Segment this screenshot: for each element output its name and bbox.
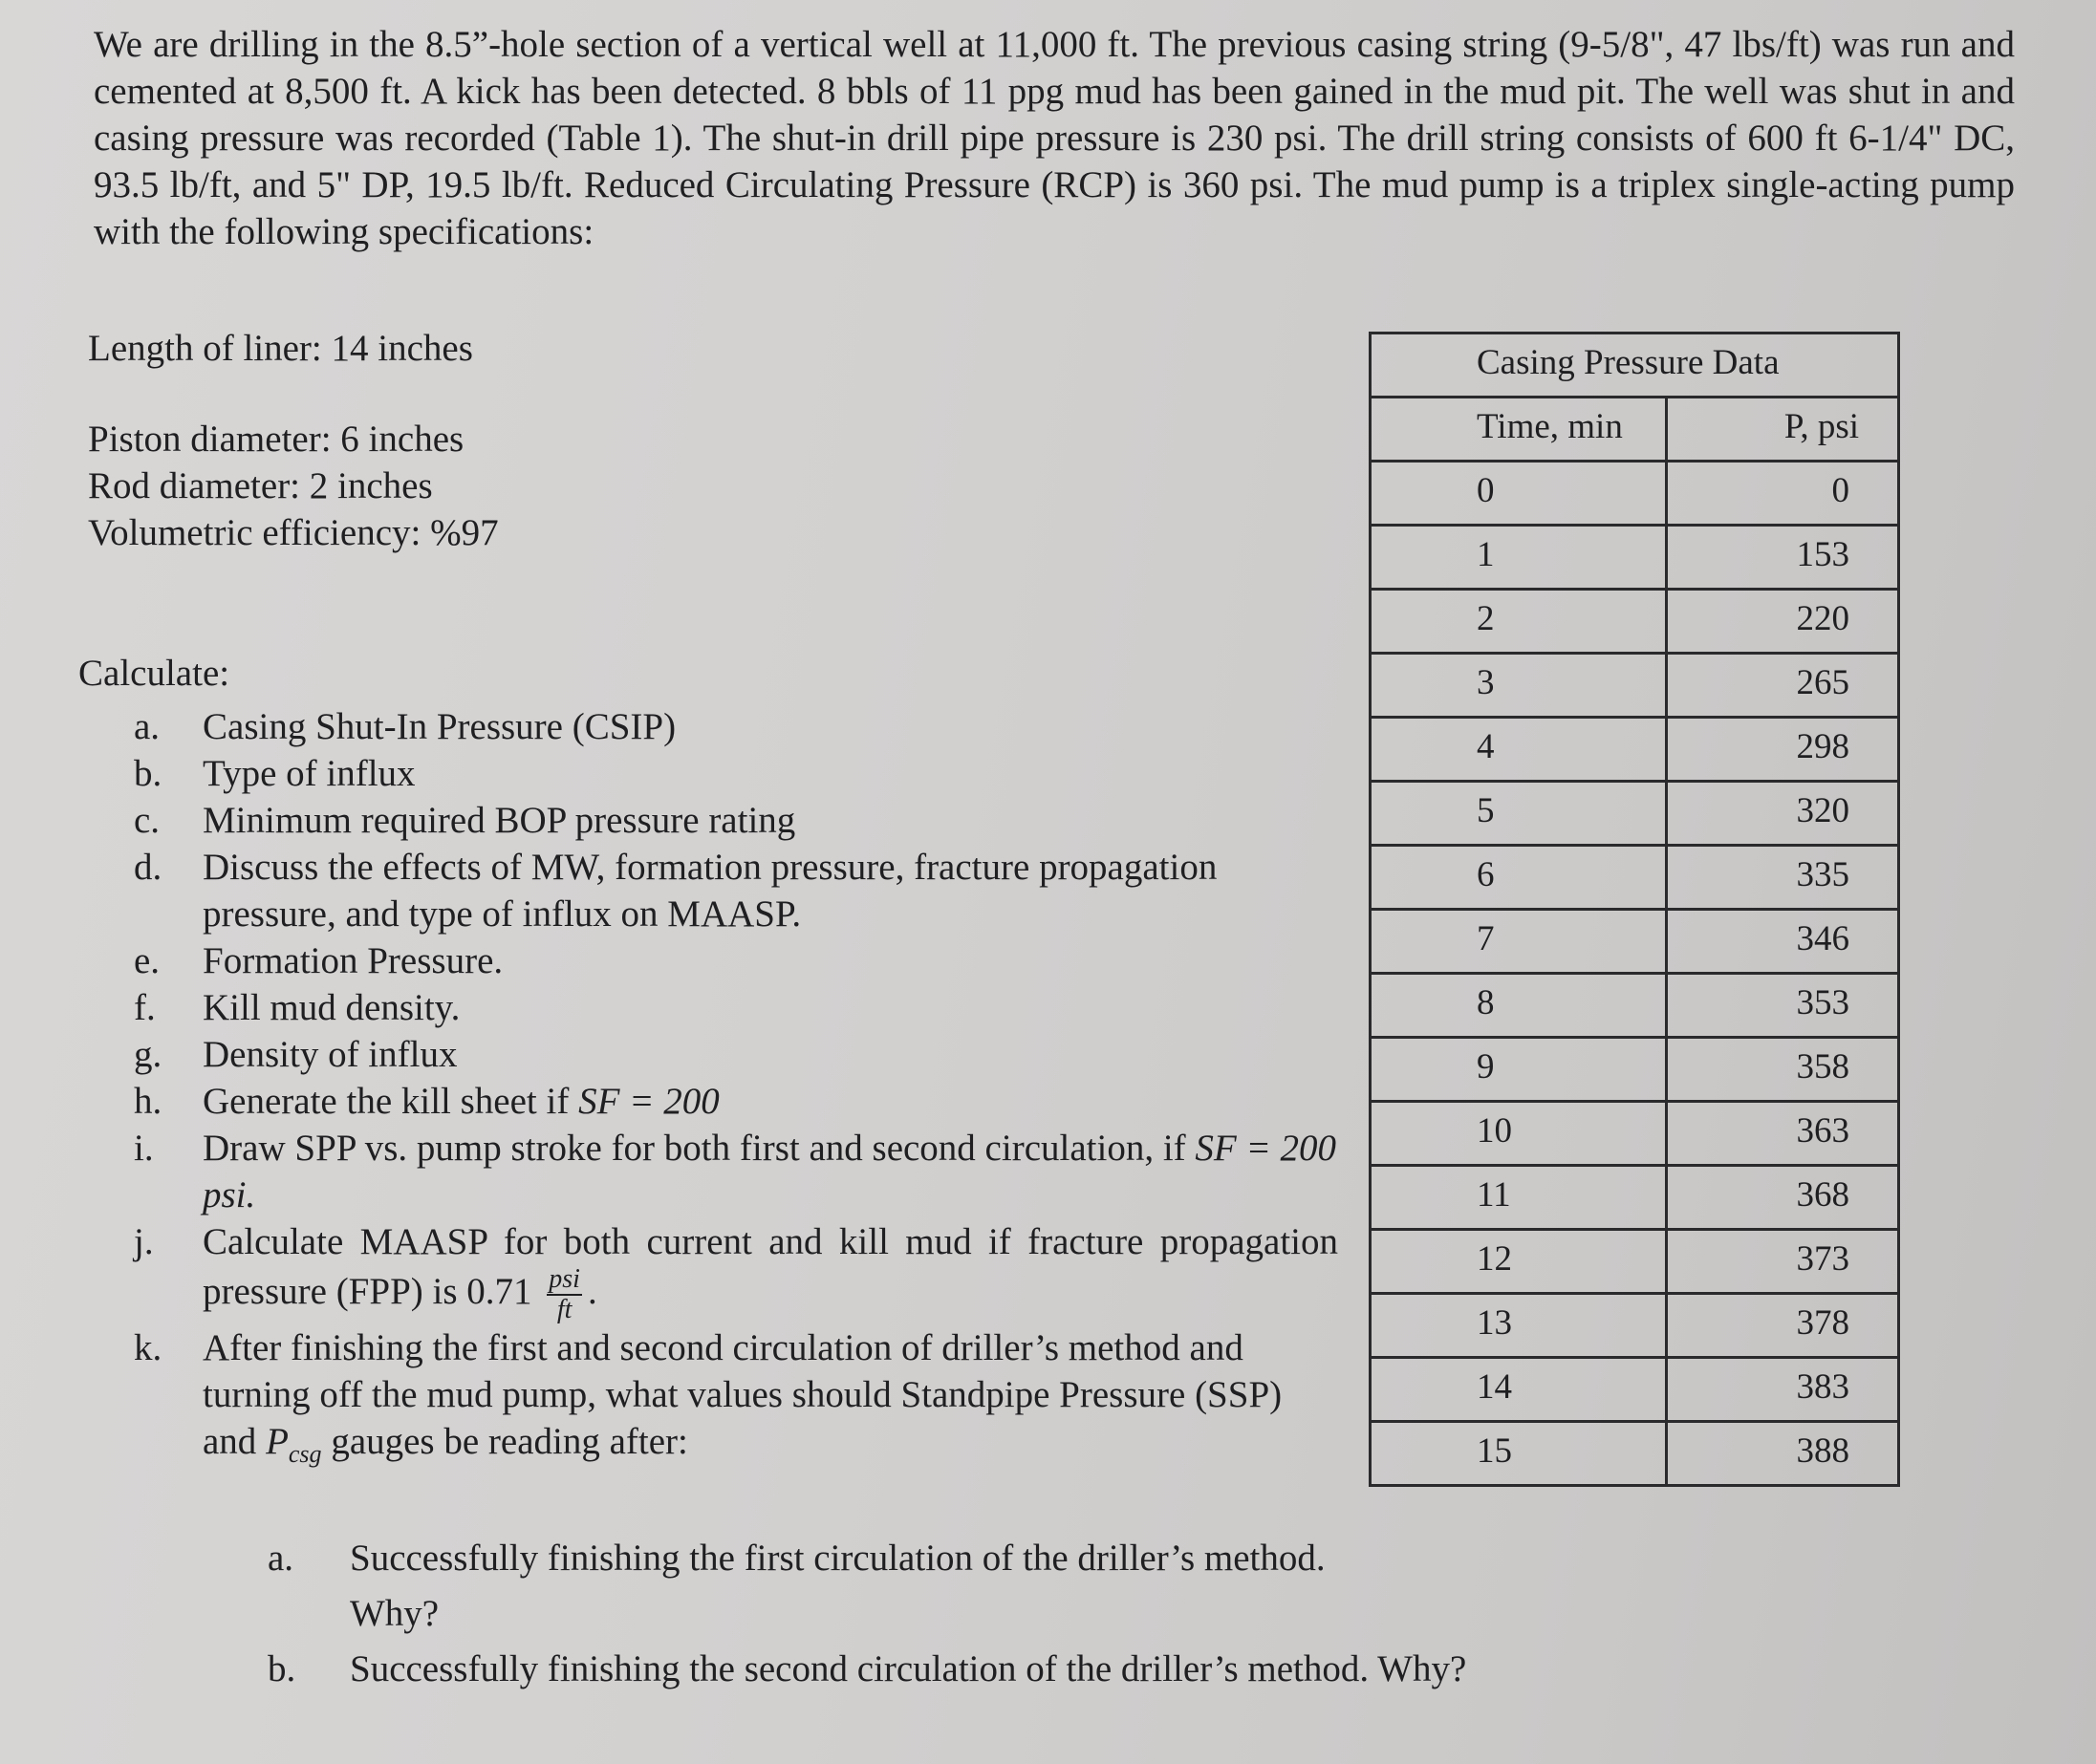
sub-question-a <box>268 1531 1701 1642</box>
table-title: Casing Pressure Data <box>1371 333 1899 398</box>
table-header-row <box>1371 398 1899 462</box>
fraction-denominator: ft <box>556 1295 573 1324</box>
question-list <box>134 703 1338 1477</box>
cell-pressure: 153 <box>1667 526 1899 590</box>
cell-pressure: 353 <box>1667 974 1899 1038</box>
question-letter: e. <box>134 940 161 981</box>
question-text-tail: . <box>587 1270 597 1312</box>
question-text <box>203 1218 1338 1324</box>
question-f <box>134 984 1338 1031</box>
cell-time: 4 <box>1371 718 1667 782</box>
cell-time: 6 <box>1371 846 1667 910</box>
table-row <box>1371 1294 1899 1358</box>
cell-pressure: 346 <box>1667 910 1899 974</box>
question-letter: d. <box>134 847 162 888</box>
spec-piston-diameter: Piston diameter: 6 inches <box>88 419 465 460</box>
calculate-heading: Calculate: <box>78 653 230 694</box>
casing-pressure-table <box>1369 332 1900 1487</box>
variable-symbol: P <box>266 1421 289 1462</box>
cell-time: 8 <box>1371 974 1667 1038</box>
sub-question-list <box>268 1531 1701 1697</box>
cell-pressure: 220 <box>1667 590 1899 654</box>
question-text-main: After finishing the first and second circulation of driller’s method and turning off the mud pump, what values should Standpipe Pressure (SSP) and <box>203 1327 1283 1462</box>
question-text: Minimum required BOP pressure rating <box>203 800 796 841</box>
question-letter: j. <box>134 1221 154 1262</box>
question-text: Discuss the effects of MW, formation pressure, fracture propagation pressure, and type of influx on MAASP. <box>203 847 1218 935</box>
column-header-pressure: P, psi <box>1667 398 1899 462</box>
unit-fraction <box>547 1265 582 1324</box>
question-d <box>134 844 1338 937</box>
question-letter: h. <box>134 1081 162 1122</box>
column-header-time: Time, min <box>1371 398 1667 462</box>
cell-pressure: 363 <box>1667 1102 1899 1166</box>
cell-pressure: 298 <box>1667 718 1899 782</box>
question-text-tail: gauges be reading after: <box>331 1421 688 1462</box>
cell-time: 13 <box>1371 1294 1667 1358</box>
table-row <box>1371 1166 1899 1230</box>
question-text-main: Calculate MAASP for both current and kill mud if fracture propagation pressure (FPP) is 0.71 <box>203 1221 1338 1312</box>
cell-time: 11 <box>1371 1166 1667 1230</box>
question-text: Kill mud density. <box>203 987 461 1028</box>
table-row <box>1371 590 1899 654</box>
sub-question-b <box>268 1642 1701 1697</box>
table-row <box>1371 1038 1899 1102</box>
table-title-row <box>1371 333 1899 398</box>
pump-specifications <box>88 325 757 556</box>
cell-time: 0 <box>1371 462 1667 526</box>
sub-question-text: Successfully finishing the first circulation of the driller’s method. Why? <box>350 1538 1326 1634</box>
question-letter: b. <box>134 753 162 794</box>
table-row <box>1371 1230 1899 1294</box>
question-k <box>134 1324 1338 1477</box>
cell-time: 9 <box>1371 1038 1667 1102</box>
math-expression: SF = 200 <box>578 1081 720 1122</box>
table-row <box>1371 1422 1899 1486</box>
question-e <box>134 937 1338 984</box>
spec-liner-length: Length of liner: 14 inches <box>88 328 473 369</box>
math-expression: SF = 200 psi. <box>203 1128 1337 1215</box>
spec-rod-diameter: Rod diameter: 2 inches <box>88 465 433 506</box>
problem-statement: We are drilling in the 8.5”-hole section of a vertical well at 11,000 ft. The previous casing string (9-5/8", 47 lbs/ft) was run and cemented at 8,500 ft. A kick has been detected. 8 bbls of 11 ppg mud has been gained in the mud pit. The well was shut in and casing pressure was recorded (Table 1). The shut-in drill pipe pressure is 230 psi. The drill string consists of 600 ft 6-1/4" DC, 93.5 lb/ft, and 5" DP, 19.5 lb/ft. Reduced Circulating Pressure (RCP) is 360 psi. The mud pump is a triplex single-acting pump with the following specifications: <box>94 24 2015 252</box>
question-letter: i. <box>134 1128 154 1169</box>
cell-time: 1 <box>1371 526 1667 590</box>
question-letter: g. <box>134 1034 162 1075</box>
cell-pressure: 335 <box>1667 846 1899 910</box>
question-h <box>134 1078 1338 1125</box>
cell-pressure: 0 <box>1667 462 1899 526</box>
cell-time: 5 <box>1371 782 1667 846</box>
variable-subscript: csg <box>288 1439 322 1468</box>
question-text-main: Generate the kill sheet if <box>203 1081 570 1122</box>
table-row <box>1371 462 1899 526</box>
question-text <box>203 1324 1338 1477</box>
cell-pressure: 378 <box>1667 1294 1899 1358</box>
question-g <box>134 1031 1338 1078</box>
question-letter: a. <box>134 706 161 747</box>
cell-time: 15 <box>1371 1422 1667 1486</box>
casing-pressure-table-wrapper <box>1369 332 1900 1487</box>
question-text: Casing Shut-In Pressure (CSIP) <box>203 706 677 747</box>
question-a <box>134 703 1338 750</box>
sub-question-text: Successfully finishing the second circulation of the driller’s method. Why? <box>350 1648 1467 1689</box>
question-letter: f. <box>134 987 156 1028</box>
cell-pressure: 373 <box>1667 1230 1899 1294</box>
question-text: Type of influx <box>203 753 416 794</box>
table-row <box>1371 910 1899 974</box>
cell-time: 12 <box>1371 1230 1667 1294</box>
question-text: Formation Pressure. <box>203 940 504 981</box>
question-c <box>134 797 1338 844</box>
cell-time: 14 <box>1371 1358 1667 1422</box>
question-j <box>134 1218 1338 1324</box>
table-row <box>1371 1358 1899 1422</box>
cell-time: 7 <box>1371 910 1667 974</box>
table-row <box>1371 1102 1899 1166</box>
question-text <box>203 1125 1338 1218</box>
cell-pressure: 265 <box>1667 654 1899 718</box>
table-row <box>1371 654 1899 718</box>
question-i <box>134 1125 1338 1218</box>
spec-volumetric-efficiency: Volumetric efficiency: %97 <box>88 512 499 553</box>
question-text-main: Draw SPP vs. pump stroke for both first and second circulation, if <box>203 1128 1186 1169</box>
table-row <box>1371 974 1899 1038</box>
cell-time: 10 <box>1371 1102 1667 1166</box>
question-letter: k. <box>134 1327 162 1368</box>
table-row <box>1371 718 1899 782</box>
cell-pressure: 388 <box>1667 1422 1899 1486</box>
table-row <box>1371 846 1899 910</box>
cell-pressure: 383 <box>1667 1358 1899 1422</box>
question-b <box>134 750 1338 797</box>
cell-pressure: 368 <box>1667 1166 1899 1230</box>
math-variable <box>266 1421 322 1468</box>
cell-pressure: 358 <box>1667 1038 1899 1102</box>
table-row <box>1371 782 1899 846</box>
fraction-numerator: psi <box>549 1264 580 1294</box>
question-text <box>203 1078 1338 1125</box>
sub-question-letter: a. <box>268 1538 294 1579</box>
table-row <box>1371 526 1899 590</box>
question-letter: c. <box>134 800 161 841</box>
cell-time: 3 <box>1371 654 1667 718</box>
cell-pressure: 320 <box>1667 782 1899 846</box>
cell-time: 2 <box>1371 590 1667 654</box>
question-text: Density of influx <box>203 1034 458 1075</box>
sub-question-letter: b. <box>268 1648 296 1689</box>
